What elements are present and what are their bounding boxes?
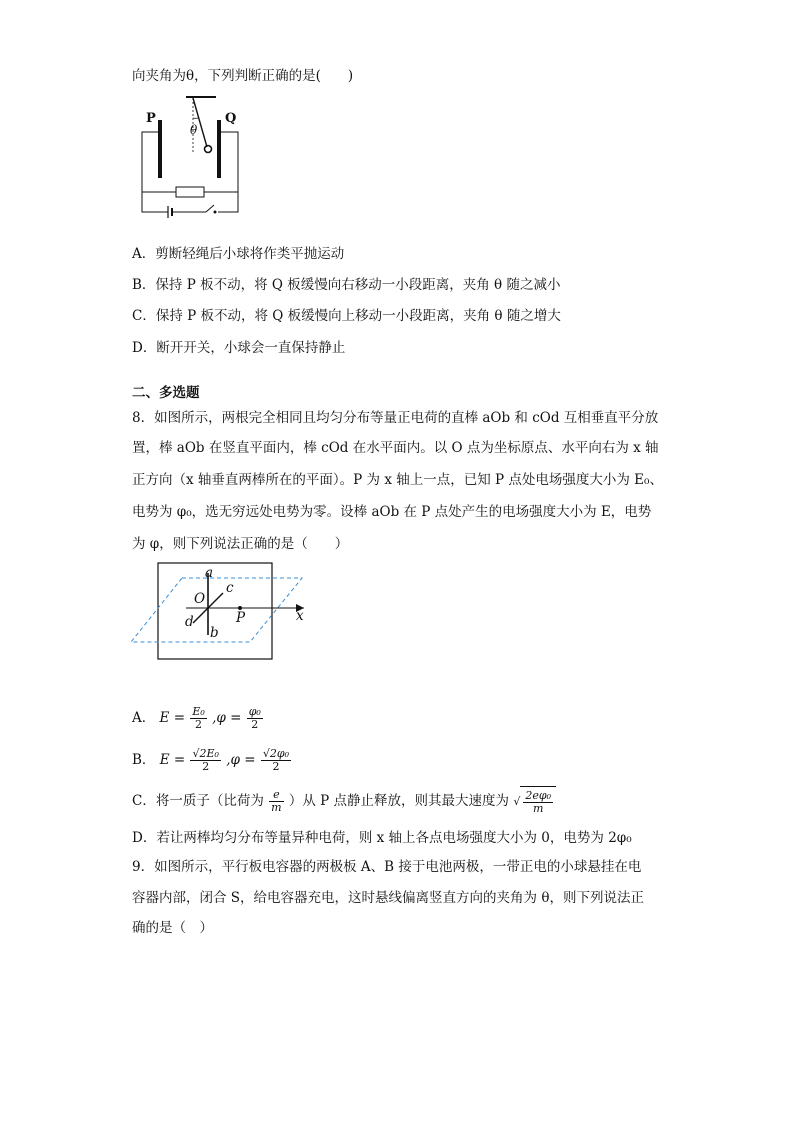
q8-stem-line-5: 为 φ，则下列说法正确的是（ ） [132,536,349,552]
q8-option-b-phi-lhs: ,φ = [226,752,256,768]
q7-option-b: B．保持 P 板不动，将 Q 板缓慢向右移动一小段距离，夹角 θ 随之减小 [132,277,561,293]
q8-option-b-phi-num: √2φ₀ [262,747,290,760]
section-title-multi: 二、多选题 [132,385,200,401]
q8-option-a-phi-lhs: ,φ = [212,710,242,726]
q8-label-o: O [194,591,206,607]
q7-option-c: C．保持 P 板不动，将 Q 板缓慢向上移动一小段距离，夹角 θ 随之增大 [132,308,561,324]
q8-option-b-e-den: 2 [202,760,210,773]
q8-option-b [132,745,292,775]
q8-label-p: P [236,610,246,626]
q9-stem-line-2: 容器内部，闭合 S，给电容器充电，这时悬线偏离竖直方向的夹角为 θ，则下列说法正 [132,890,644,906]
q9-stem-line-1: 9．如图所示，平行板电容器的两极板 A、B 接于电池两极，一带正电的小球悬挂在电 [132,859,642,875]
q8-option-c-sqrt-num: 2eφ₀ [525,788,551,802]
q9-stem-line-3: 确的是（ ） [132,920,213,936]
q8-option-b-phi-den: 2 [272,760,280,773]
q8-option-a-e-den: 2 [195,718,203,731]
q8-label-c: c [226,580,234,596]
q8-rods-figure [130,560,310,662]
q8-option-b-phi-frac [261,748,291,773]
q8-stem-line-3: 正方向（x 轴垂直两棒所在的平面）。P 为 x 轴上一点，已知 P 点处电场强度大小为 E₀、 [132,472,663,488]
q8-label-b: b [210,625,219,641]
q7-label-p: P [146,111,156,126]
q8-option-a-label: A． [132,710,156,726]
q8-option-a-e-num: E₀ [192,705,205,718]
q8-option-a-phi-den: 2 [251,718,259,731]
q7-label-q: Q [225,111,237,126]
q8-option-d: D．若让两棒均匀分布等量异种电荷，则 x 轴上各点电场强度大小为 0，电势为 2φ₀ [132,830,632,846]
q8-option-c-sqrt: √ $\frac{\text{2eφ₀}}{m}$ [513,786,556,817]
q8-label-d: d [185,614,194,630]
q8-option-a [132,703,264,733]
q8-stem-line-4: 电势为 φ₀，选无穷远处电势为零。设棒 aOb 在 P 点处产生的电场强度大小为 E，电势 [132,504,652,520]
q8-option-a-phi-num: φ₀ [248,705,261,718]
q8-label-a: a [205,565,214,581]
q8-option-b-e-lhs: E = [159,752,186,768]
q8-option-b-label: B． [132,752,156,768]
q8-option-b-e-frac [190,748,220,773]
q7-stem: 向夹角为θ，下列判断正确的是( ) [132,68,354,84]
q7-option-d: D．断开开关，小球会一直保持静止 [132,340,346,356]
q8-label-x: x [296,608,304,624]
q8-option-a-e-frac [190,706,206,731]
q8-option-b-e-num: √2E₀ [192,747,219,760]
q8-stem-line-1: 8．如图所示，两根完全相同且均匀分布等量正电荷的直棒 aOb 和 cOd 互相垂直平分放 [132,410,659,426]
q8-option-c-ratio-num: e [269,789,283,802]
q8-option-c-sqrt-frac [523,790,553,815]
q8-option-c-sqrt-den: m [532,801,544,815]
q8-option-c [132,786,556,817]
q8-option-c-ratio-den: m [271,801,282,814]
q7-option-a: A．剪断轻绳后小球将作类平抛运动 [132,246,345,262]
q8-option-c-ratio [269,789,283,814]
q8-option-c-mid: ）从 P 点静止释放，则其最大速度为 [288,793,510,809]
q8-option-a-e-lhs: E = [159,710,186,726]
q8-option-a-phi-frac [247,706,263,731]
q7-label-theta: θ [190,123,198,137]
q8-stem-line-2: 置，棒 aOb 在竖直平面内，棒 cOd 在水平面内。以 O 点为坐标原点、水平向右为 x 轴 [132,440,659,456]
q8-option-c-pre: C．将一质子（比荷为 [132,793,264,809]
